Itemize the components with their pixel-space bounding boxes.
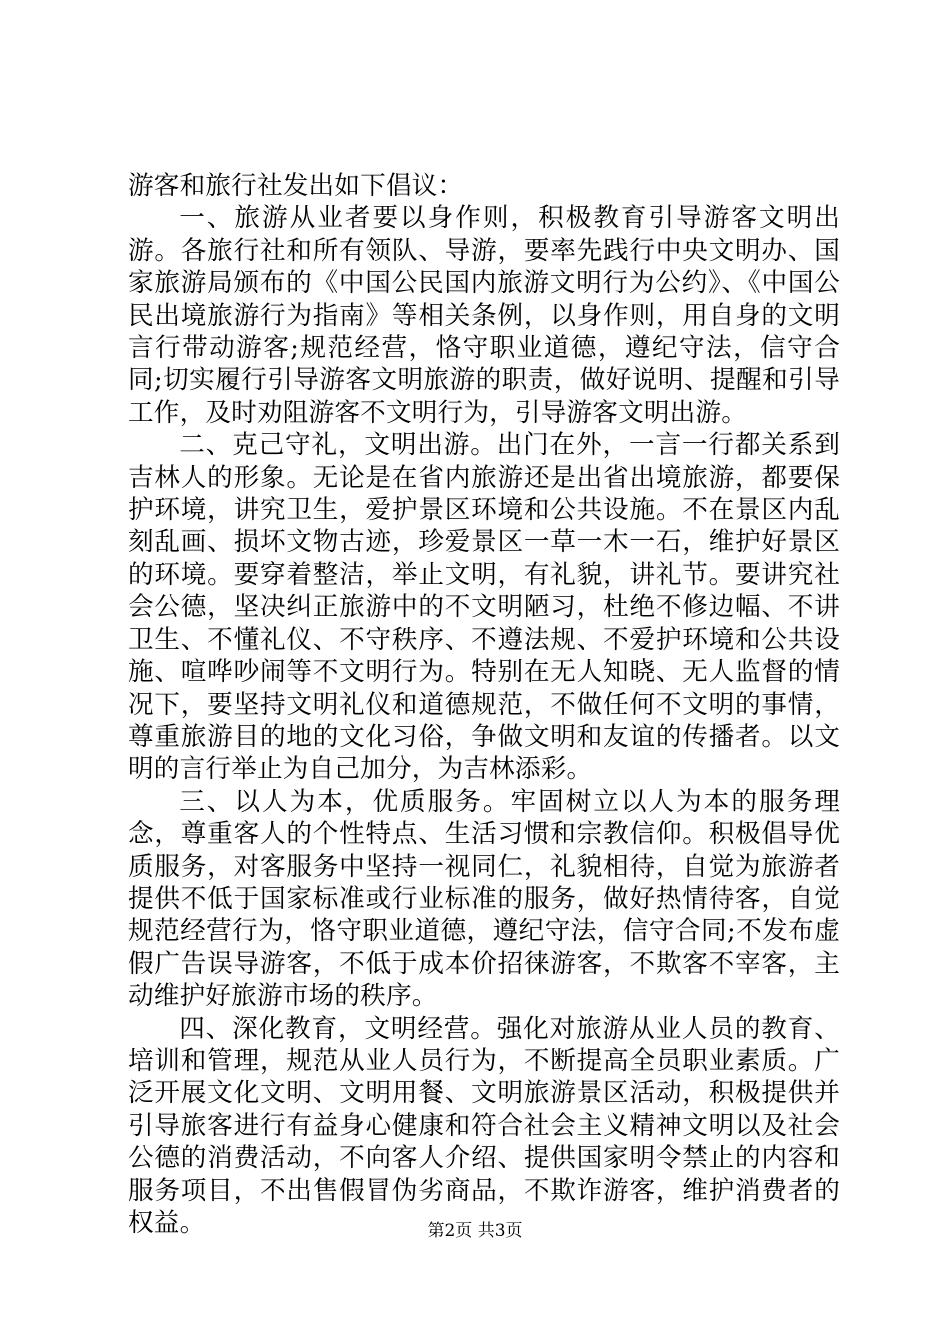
page-number-footer: 第2页 共3页 bbox=[427, 1221, 523, 1241]
paragraph-item-2: 二、克己守礼，文明出游。出门在外，一言一行都关系到吉林人的形象。无论是在省内旅游还是出省出境旅游，都要保护环境，讲究卫生，爱护景区环境和公共设施。不在景区内乱刻乱画、损坏文物古迹，珍爱景区一草一木一石，维护好景区的环境。要穿着整洁，举止文明，有礼貌，讲礼节。要讲究社会公德，坚决纠正旅游中的不文明陋习，杜绝不修边幅、不讲卫生、不懂礼仪、不守秩序、不遵法规、不爱护环境和公共设施、喧哗吵闹等不文明行为。特别在无人知晓、无人监督的情况下，要坚持文明礼仪和道德规范，不做任何不文明的事情，尊重旅游目的地的文化习俗，争做文明和友谊的传播者。以文明的言行举止为自己加分，为吉林添彩。 bbox=[128, 430, 840, 785]
paragraph-item-1: 一、旅游从业者要以身作则，积极教育引导游客文明出游。各旅行社和所有领队、导游，要率先践行中央文明办、国家旅游局颁布的《中国公民国内旅游文明行为公约》、《中国公民出境旅游行为指南》等相关条例，以身作则，用自身的文明言行带动游客;规范经营，恪守职业道德，遵纪守法，信守合同;切实履行引导游客文明旅游的职责，做好说明、提醒和引导工作，及时劝阻游客不文明行为，引导游客文明出游。 bbox=[128, 203, 840, 428]
paragraph-item-3: 三、以人为本，优质服务。牢固树立以人为本的服务理念，尊重客人的个性特点、生活习惯和宗教信仰。积极倡导优质服务，对客服务中坚持一视同仁，礼貌相待，自觉为旅游者提供不低于国家标准或行业标准的服务，做好热情待客，自觉规范经营行为，恪守职业道德，遵纪守法，信守合同;不发布虚假广告误导游客，不低于成本价招徕游客，不欺客不宰客，主动维护好旅游市场的秩序。 bbox=[128, 786, 840, 1012]
document-body bbox=[128, 170, 840, 1239]
paragraph-intro: 游客和旅行社发出如下倡议： bbox=[128, 171, 464, 201]
paragraph-item-4: 四、深化教育，文明经营。强化对旅游从业人员的教育、培训和管理，规范从业人员行为，不断提高全员职业素质。广泛开展文化文明、文明用餐、文明旅游景区活动，积极提供并引导旅客进行有益身心健康和符合社会主义精神文明以及社会公德的消费活动，不向客人介绍、提供国家明令禁止的内容和服务项目，不出售假冒伪劣商品，不欺诈游客，维护消费者的权益。 bbox=[128, 1013, 840, 1238]
